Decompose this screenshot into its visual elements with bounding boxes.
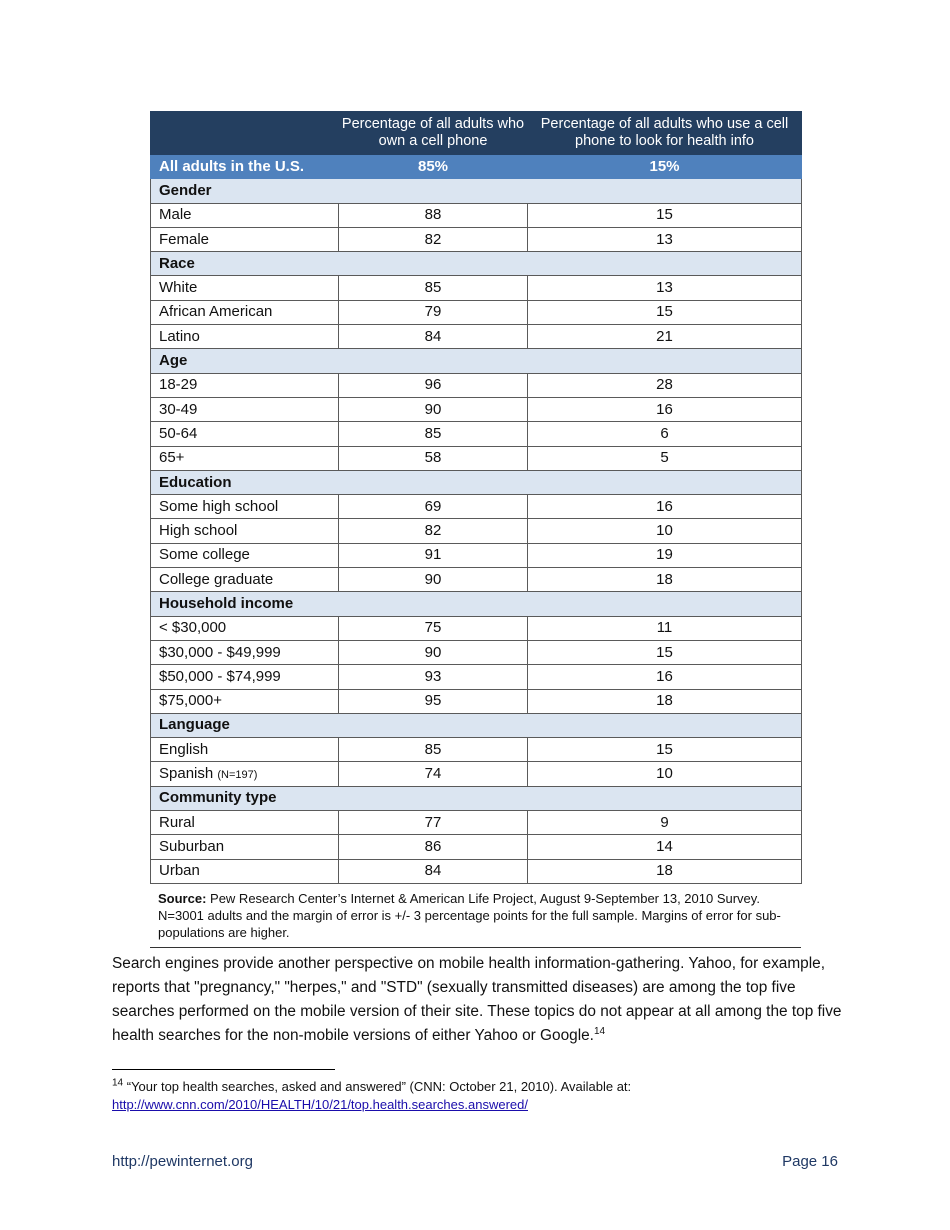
row-label	[151, 762, 339, 786]
table-row	[151, 616, 802, 640]
own-phone-value: 79	[339, 300, 528, 324]
table-row	[151, 300, 802, 324]
row-label	[151, 373, 339, 397]
row-label	[151, 276, 339, 300]
health-info-value: 14	[528, 835, 802, 859]
section-row	[151, 713, 802, 737]
row-label-text: $30,000 - $49,999	[159, 643, 281, 661]
table-row	[151, 640, 802, 664]
health-info-value: 16	[528, 665, 802, 689]
section-title: Language	[151, 713, 802, 737]
table-row	[151, 446, 802, 470]
row-label-text: White	[159, 279, 198, 297]
row-label	[151, 738, 339, 762]
health-info-value: 18	[528, 568, 802, 592]
section-title: Age	[151, 349, 802, 373]
row-label-text: African American	[159, 303, 273, 321]
table-row	[151, 227, 802, 251]
row-label	[151, 543, 339, 567]
total-own: 85%	[339, 155, 528, 179]
row-label	[151, 640, 339, 664]
own-phone-value: 69	[339, 495, 528, 519]
health-info-value: 15	[528, 738, 802, 762]
row-label-text: Rural	[159, 813, 195, 831]
section-title: Gender	[151, 179, 802, 203]
row-label	[151, 616, 339, 640]
table-header-row	[151, 112, 802, 155]
row-label	[151, 665, 339, 689]
body-paragraph	[112, 952, 842, 1048]
own-phone-value: 82	[339, 227, 528, 251]
header-health-info: Percentage of all adults who use a cell phone to look for health info	[528, 112, 802, 155]
own-phone-value: 84	[339, 859, 528, 883]
row-label-text: English	[159, 740, 209, 758]
page-number: Page 16	[782, 1153, 838, 1170]
row-label	[151, 203, 339, 227]
own-phone-value: 82	[339, 519, 528, 543]
section-row	[151, 592, 802, 616]
own-phone-value: 58	[339, 446, 528, 470]
row-label	[151, 300, 339, 324]
row-label-text: < $30,000	[159, 619, 227, 637]
footnote-ref[interactable]: 14	[593, 1025, 606, 1037]
row-label	[151, 397, 339, 421]
row-label-text: High school	[159, 522, 238, 540]
footnote-number: 14	[112, 1077, 124, 1089]
footnote	[112, 1078, 842, 1114]
row-label-text: Male	[159, 206, 192, 224]
row-label-text: $50,000 - $74,999	[159, 667, 281, 685]
health-info-value: 5	[528, 446, 802, 470]
row-label-text: Latino	[159, 327, 200, 345]
own-phone-value: 93	[339, 665, 528, 689]
total-health: 15%	[528, 155, 802, 179]
table-row	[151, 276, 802, 300]
own-phone-value: 85	[339, 276, 528, 300]
row-label-text: Some college	[159, 546, 250, 564]
row-label	[151, 835, 339, 859]
row-label-text: 30-49	[159, 400, 198, 418]
row-label-text: 18-29	[159, 376, 198, 394]
section-title: Race	[151, 252, 802, 276]
row-label-text: Urban	[159, 862, 200, 880]
health-info-value: 18	[528, 689, 802, 713]
row-label-text: Spanish	[159, 764, 214, 782]
data-table-container	[150, 111, 801, 948]
section-row	[151, 786, 802, 810]
health-info-value: 28	[528, 373, 802, 397]
own-phone-value: 86	[339, 835, 528, 859]
section-row	[151, 252, 802, 276]
health-info-value: 13	[528, 227, 802, 251]
health-info-value: 13	[528, 276, 802, 300]
header-own-phone: Percentage of all adults who own a cell phone	[339, 112, 528, 155]
section-title: Education	[151, 470, 802, 494]
paragraph-text: Search engines provide another perspective on mobile health information-gathering. Yahoo, for example, reports that "pregnancy," "herpes," and "STD" (sexually transmitted diseases) are among the top five searches performed on the mobile version of their site. These topics do not appear at all among the top five health searches for the non-mobile versions of either Yahoo or Google.	[112, 955, 842, 1044]
health-info-value: 15	[528, 300, 802, 324]
footnote-text: “Your top health searches, asked and answered” (CNN: October 21, 2010). Available at:	[126, 1079, 632, 1094]
cell-phone-table	[150, 111, 802, 884]
row-label	[151, 859, 339, 883]
health-info-value: 6	[528, 422, 802, 446]
own-phone-value: 90	[339, 397, 528, 421]
source-label: Source:	[158, 890, 207, 906]
health-info-value: 15	[528, 640, 802, 664]
row-label-note: (N=197)	[217, 768, 258, 781]
table-row	[151, 811, 802, 835]
health-info-value: 10	[528, 519, 802, 543]
health-info-value: 19	[528, 543, 802, 567]
own-phone-value: 85	[339, 738, 528, 762]
row-label-text: Some high school	[159, 497, 279, 515]
row-label-text: 65+	[159, 449, 185, 467]
own-phone-value: 84	[339, 325, 528, 349]
footnote-divider	[112, 1069, 335, 1070]
row-label-text: 50-64	[159, 424, 198, 442]
table-row	[151, 495, 802, 519]
own-phone-value: 75	[339, 616, 528, 640]
row-label	[151, 495, 339, 519]
table-row	[151, 665, 802, 689]
own-phone-value: 74	[339, 762, 528, 786]
table-row	[151, 689, 802, 713]
health-info-value: 11	[528, 616, 802, 640]
table-row	[151, 738, 802, 762]
health-info-value: 21	[528, 325, 802, 349]
table-row	[151, 422, 802, 446]
own-phone-value: 90	[339, 568, 528, 592]
health-info-value: 10	[528, 762, 802, 786]
section-row	[151, 470, 802, 494]
source-text: Pew Research Center’s Internet & American Life Project, August 9-September 13, 2010 Survey. N=3001 adults and the margin of error is +/- 3 percentage points for the full sample. Margins of error for sub-populations are higher.	[158, 890, 781, 940]
row-label	[151, 422, 339, 446]
own-phone-value: 90	[339, 640, 528, 664]
row-label-text: Suburban	[159, 837, 225, 855]
health-info-value: 18	[528, 859, 802, 883]
row-label-text: $75,000+	[159, 692, 222, 710]
table-row	[151, 762, 802, 786]
section-title: Community type	[151, 786, 802, 810]
header-blank	[151, 112, 339, 155]
table-row	[151, 397, 802, 421]
footnote-link[interactable]: http://www.cnn.com/2010/HEALTH/10/21/top.health.searches.answered/	[112, 1097, 528, 1112]
row-label	[151, 446, 339, 470]
row-label-text: Female	[159, 230, 210, 248]
section-row	[151, 349, 802, 373]
section-row	[151, 179, 802, 203]
health-info-value: 16	[528, 397, 802, 421]
total-row	[151, 155, 802, 179]
row-label	[151, 811, 339, 835]
own-phone-value: 96	[339, 373, 528, 397]
own-phone-value: 88	[339, 203, 528, 227]
table-row	[151, 859, 802, 883]
footer-url[interactable]: http://pewinternet.org	[112, 1153, 253, 1170]
own-phone-value: 91	[339, 543, 528, 567]
own-phone-value: 95	[339, 689, 528, 713]
table-row	[151, 203, 802, 227]
row-label	[151, 227, 339, 251]
row-label	[151, 519, 339, 543]
total-label: All adults in the U.S.	[151, 155, 339, 179]
section-title: Household income	[151, 592, 802, 616]
health-info-value: 9	[528, 811, 802, 835]
table-row	[151, 568, 802, 592]
table-row	[151, 519, 802, 543]
table-row	[151, 543, 802, 567]
row-label-text: College graduate	[159, 570, 274, 588]
row-label	[151, 689, 339, 713]
table-row	[151, 325, 802, 349]
table-row	[151, 835, 802, 859]
health-info-value: 16	[528, 495, 802, 519]
own-phone-value: 77	[339, 811, 528, 835]
health-info-value: 15	[528, 203, 802, 227]
source-note	[150, 884, 801, 948]
table-row	[151, 373, 802, 397]
row-label	[151, 568, 339, 592]
own-phone-value: 85	[339, 422, 528, 446]
row-label	[151, 325, 339, 349]
